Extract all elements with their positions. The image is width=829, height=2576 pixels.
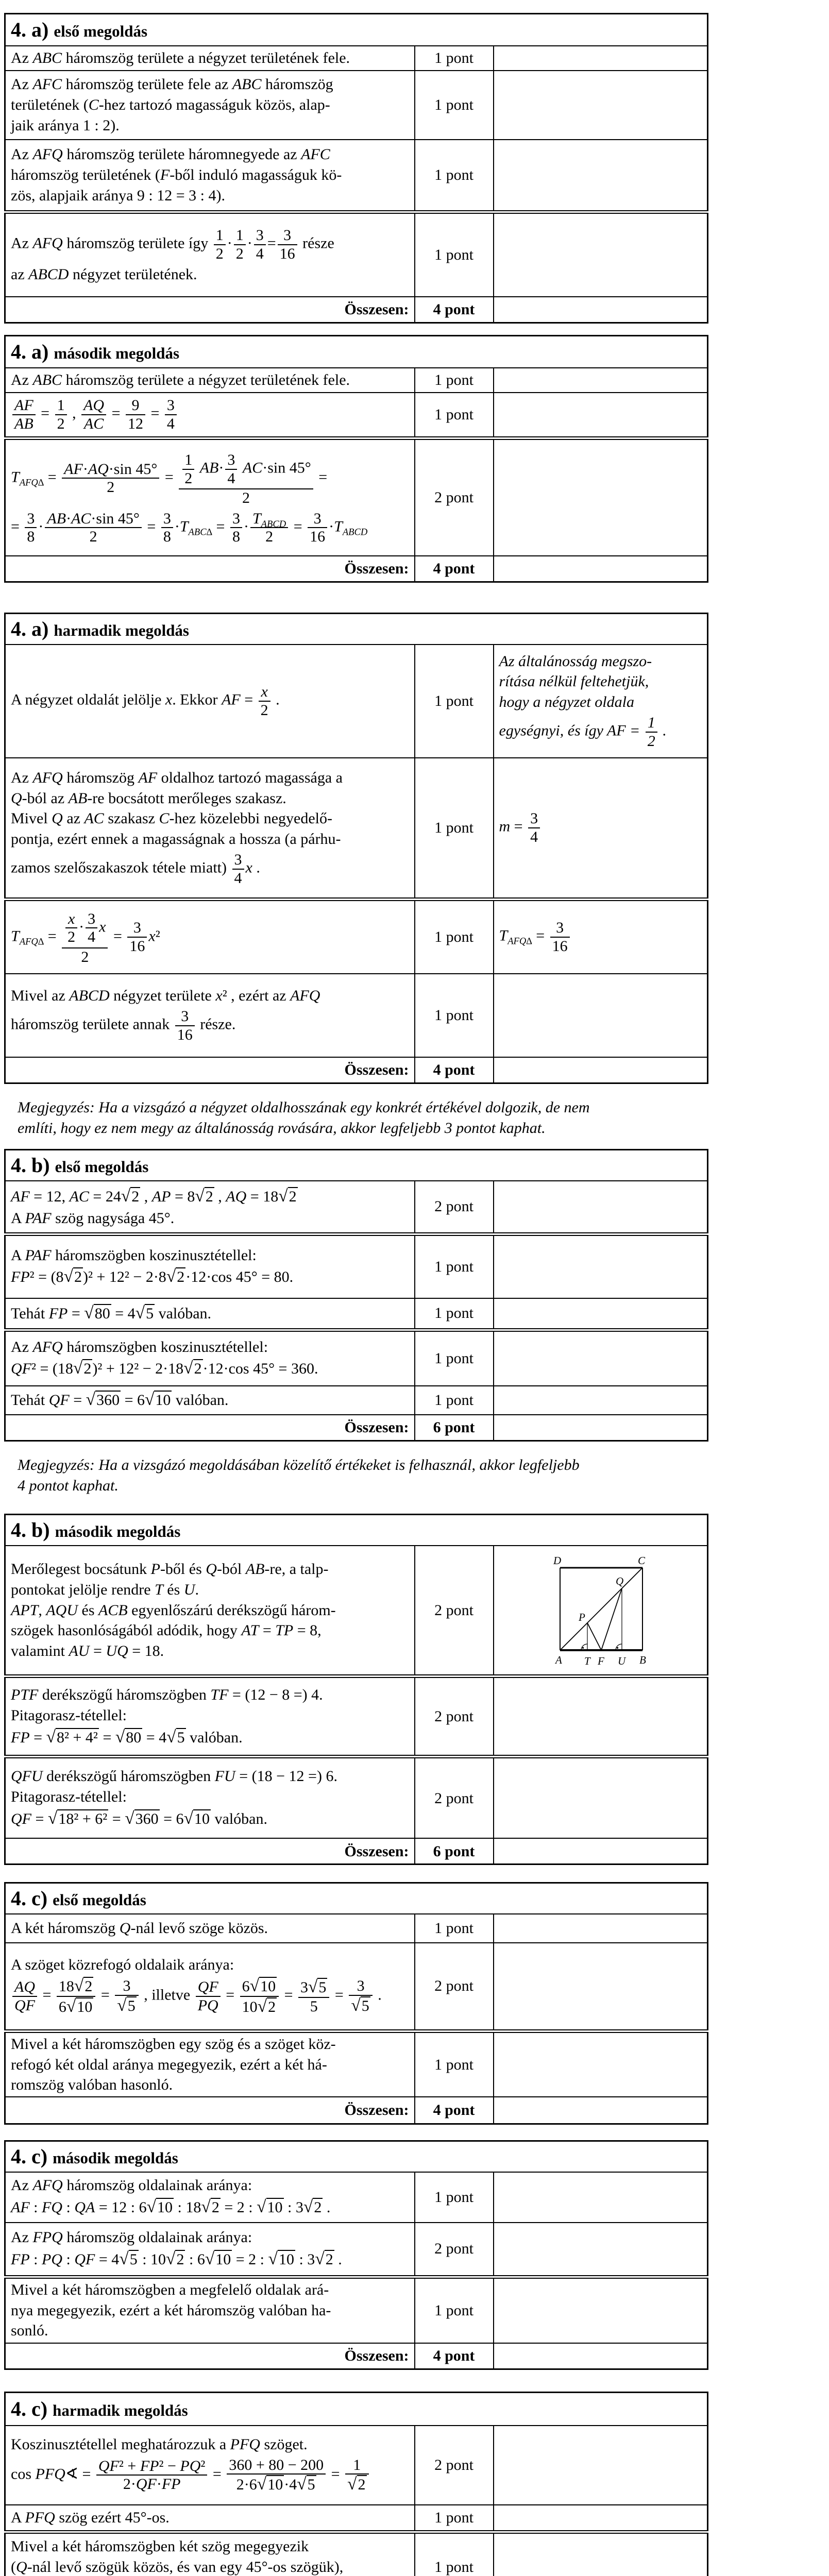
remark-cell xyxy=(494,71,708,140)
table-row xyxy=(5,1914,708,1943)
solution-table-4c-third xyxy=(4,2392,708,2576)
table-row xyxy=(5,1181,708,1234)
points-cell: 1 pont xyxy=(415,2277,494,2343)
points-cell: 1 pont xyxy=(415,1386,494,1415)
solution-text-cell: Az AFC háromszög területe fele az ABC háromszög területének (C-hez tartozó magasságuk közös, alap- jaik aránya 1 : 2). xyxy=(5,71,415,140)
solution-title: harmadik megoldás xyxy=(54,621,189,639)
table-row xyxy=(5,1234,708,1298)
solution-title: harmadik megoldás xyxy=(53,2401,188,2419)
solution-title: első megoldás xyxy=(54,22,147,40)
table-row xyxy=(5,2532,708,2576)
remark-cell xyxy=(494,1298,708,1330)
solution-text-cell: A négyzet oldalát jelölje x. Ekkor AF = $\frac{x}{2}$ . xyxy=(5,645,415,758)
solution-text-cell: Mivel a két háromszögben egy szög és a szöget köz- refogó két oldal aránya megegyezik, ezért a két há- romszög valóban hasonló. xyxy=(5,2031,415,2097)
points-cell: 1 pont xyxy=(415,71,494,140)
task-number: 4. b) xyxy=(11,1154,50,1177)
remark-cell xyxy=(494,1330,708,1386)
total-points: 4 pont xyxy=(415,2097,494,2124)
diagram-label-P: P xyxy=(578,1611,585,1623)
task-number: 4. c) xyxy=(11,2397,47,2420)
remark-cell xyxy=(494,438,708,556)
solution-table-4a-first xyxy=(4,13,708,324)
remark-cell xyxy=(494,2172,708,2223)
solution-text-cell: $T_{AFQ\Delta}$ = $\frac{x}{2}$ · $\frac{3}{4}$ x 2 = $\frac{3}{16}$ x² xyxy=(5,900,415,974)
solution-text-cell: Az AFQ háromszög területe így $\frac{1}{2}$ · $\frac{1}{2}$ · $\frac{3}{4}$ = $\frac{3}{16}$ része az ABCD négyzet területének. xyxy=(5,212,415,297)
total-points: 6 pont xyxy=(415,1838,494,1865)
points-cell: 1 pont xyxy=(415,368,494,393)
solution-text-cell: $T_{AFQ\Delta}$ = $\frac{AF\cdot AQ\cdot\sin 45^\circ}{2}$ = $\frac{1}{2}$ AB· $\frac{3}{4}$ AC·sin 45° 2 = = $\frac{3}{8}$ · $\frac{AB\cdot AC\cdot\sin 45^\circ}{2}$ = $\frac{3}{8}$ $\cdot T_{ABC\Delta}$ = $\frac{3}{8}$ · $T_{ABCD}$ 2 = $\frac{3}{16}$ $\cdot T_{ABCD}$ xyxy=(5,438,415,556)
remark-cell xyxy=(494,393,708,438)
remark-cell xyxy=(494,1914,708,1943)
points-cell: 1 pont xyxy=(415,393,494,438)
remark-cell: m = $\frac{3}{4}$ xyxy=(494,758,708,900)
total-points: 4 pont xyxy=(415,1057,494,1083)
points-cell: 1 pont xyxy=(415,2532,494,2576)
table-row xyxy=(5,1676,708,1757)
total-label: Összesen: xyxy=(5,556,415,582)
points-cell: 1 pont xyxy=(415,1298,494,1330)
total-row xyxy=(5,556,708,582)
points-cell: 1 pont xyxy=(415,1234,494,1298)
solution-text-cell: Az FPQ háromszög oldalainak aránya: FP : PQ : QF = 4√5 : 10√2 : 6√10 = 2 : √10 : 3√2 . xyxy=(5,2223,415,2277)
diagram-label-Q: Q xyxy=(616,1575,623,1587)
remark-cell xyxy=(494,297,708,323)
table-row xyxy=(5,212,708,297)
table-header xyxy=(5,1883,708,1914)
total-row xyxy=(5,1415,708,1441)
remark-cell xyxy=(494,1181,708,1234)
remark-cell xyxy=(494,974,708,1057)
total-label: Összesen: xyxy=(5,2097,415,2124)
table-row xyxy=(5,1943,708,2031)
table-row xyxy=(5,2505,708,2532)
total-points: 4 pont xyxy=(415,2343,494,2369)
table-row xyxy=(5,2172,708,2223)
solution-title: második megoldás xyxy=(55,1522,181,1540)
solution-text-cell: PTF derékszögű háromszögben TF = (12 − 8 =) 4. Pitagorasz-tétellel: FP = √8² + 4² = √80 = 4√5 valóban. xyxy=(5,1676,415,1757)
remark-cell xyxy=(494,1057,708,1083)
points-cell: 1 pont xyxy=(415,140,494,212)
remark-cell xyxy=(494,2343,708,2369)
solution-title: második megoldás xyxy=(54,344,179,362)
diagram-label-F: F xyxy=(597,1655,604,1667)
diagram-label-B: B xyxy=(639,1654,646,1666)
points-cell: 1 pont xyxy=(415,974,494,1057)
table-row xyxy=(5,368,708,393)
points-cell: 2 pont xyxy=(415,1676,494,1757)
table-row xyxy=(5,1757,708,1839)
solution-title: első megoldás xyxy=(55,1158,149,1176)
remark-cell xyxy=(494,2505,708,2532)
total-row xyxy=(5,297,708,323)
task-number: 4. c) xyxy=(11,2145,47,2168)
task-number: 4. c) xyxy=(11,1887,47,1910)
remark-cell xyxy=(494,556,708,582)
solution-text-cell: Koszinusztétellel meghatározzuk a PFQ szöget. cos PFQ∢ = $\frac{\text{QF² + FP² − PQ²}}{2\cdot QF\cdot FP}$ = $\frac{360 + 80 - 200}{2\cdot 6√10\cdot 4√5}$ = $\frac{1}{√2}$ xyxy=(5,2426,415,2505)
remark-cell xyxy=(494,2277,708,2343)
total-points: 4 pont xyxy=(415,556,494,582)
right-angle-dot-T xyxy=(582,1647,584,1648)
total-label: Összesen: xyxy=(5,1057,415,1083)
remark-cell xyxy=(494,140,708,212)
table-row xyxy=(5,2277,708,2343)
task-number: 4. a) xyxy=(11,617,48,640)
diagram-cell xyxy=(494,1546,708,1676)
solution-text-cell: Tehát QF = √360 = 6√10 valóban. xyxy=(5,1386,415,1415)
table-row xyxy=(5,1330,708,1386)
points-cell: 1 pont xyxy=(415,645,494,758)
remark-cell xyxy=(494,212,708,297)
total-row xyxy=(5,2097,708,2124)
table-row xyxy=(5,71,708,140)
table-row xyxy=(5,140,708,212)
solution-table-4a-second xyxy=(4,335,708,583)
table-row xyxy=(5,2223,708,2277)
remark-cell xyxy=(494,2031,708,2097)
points-cell: 2 pont xyxy=(415,438,494,556)
solution-text-cell: $\frac{AF}{AB}$ = $\frac{1}{2}$ , $\frac{AQ}{AC}$ = $\frac{9}{12}$ = $\frac{3}{4}$ xyxy=(5,393,415,438)
table-row xyxy=(5,900,708,974)
points-cell: 1 pont xyxy=(415,2031,494,2097)
points-cell: 1 pont xyxy=(415,900,494,974)
points-cell: 2 pont xyxy=(415,1546,494,1676)
points-cell: 2 pont xyxy=(415,1943,494,2031)
solution-table-4b-first xyxy=(4,1149,708,1442)
table-row xyxy=(5,1546,708,1676)
total-points: 4 pont xyxy=(415,297,494,323)
table-row xyxy=(5,46,708,71)
solution-table-4c-first xyxy=(4,1882,708,2125)
table-row xyxy=(5,393,708,438)
remark-cell xyxy=(494,1838,708,1865)
solution-text-cell: A PFQ szög ezért 45°-os. xyxy=(5,2505,415,2532)
right-angle-dot-U xyxy=(617,1647,618,1648)
diagram-label-T: T xyxy=(584,1655,591,1667)
solution-text-cell: A szöget közrefogó oldalaik aránya: $\frac{AQ}{QF}$ = $\frac{18√2}{6√10}$ = $\frac{3}{√5}$ , illetve $\frac{QF}{PQ}$ = $\frac{6√10}{10√2}$ = $\frac{3√5}{5}$ = $\frac{3}{√5}$ . xyxy=(5,1943,415,2031)
solution-title: második megoldás xyxy=(53,2149,178,2167)
remark-cell xyxy=(494,2223,708,2277)
table-row xyxy=(5,1298,708,1330)
table-row xyxy=(5,974,708,1057)
remark-cell xyxy=(494,2097,708,2124)
solution-text-cell: Mivel a két háromszögben két szög megegyezik (Q-nál levő szögük közös, és van egy 45°-os szögük), xyxy=(5,2532,415,2576)
solution-text-cell: Mivel a két háromszögben a megfelelő oldalak ará- nya megegyezik, ezért a két háromszög valóban ha- sonló. xyxy=(5,2277,415,2343)
diagram-label-D: D xyxy=(553,1554,561,1567)
table-header xyxy=(5,1149,708,1181)
solution-text-cell: Az AFQ háromszögben koszinusztétellel: QF² = (18√2)² + 12² − 2·18√2·12·cos 45° = 360. xyxy=(5,1330,415,1386)
total-label: Összesen: xyxy=(5,297,415,323)
points-cell: 2 pont xyxy=(415,2223,494,2277)
diagonal-AC xyxy=(560,1568,642,1650)
points-cell: 2 pont xyxy=(415,2426,494,2505)
points-cell: 1 pont xyxy=(415,1330,494,1386)
remark-cell: Az általánosság megszo- rítása nélkül feltehetjük, hogy a négyzet oldala egységnyi, és így AF = $\frac{1}{2}$ . xyxy=(494,645,708,758)
total-row xyxy=(5,1057,708,1083)
table-header xyxy=(5,2141,708,2172)
points-cell: 2 pont xyxy=(415,1181,494,1234)
solution-text-cell: Az AFQ háromszög AF oldalhoz tartozó magassága a Q-ból az AB-re bocsátott merőleges szakasz. Mivel Q az AC szakasz C-hez közelebbi negyedelő- pontja, ezért ennek a magasságnak a hossza (a párhu- zamos szelőszakaszok tétele miatt) $\frac{3}{4}$ x . xyxy=(5,758,415,900)
segment-QF xyxy=(601,1588,622,1650)
points-cell: 1 pont xyxy=(415,212,494,297)
remark-cell xyxy=(494,2532,708,2576)
remark-cell xyxy=(494,1676,708,1757)
table-header xyxy=(5,614,708,645)
solution-text-cell: Merőlegest bocsátunk P-ből és Q-ból AB-re, a talp- pontokat jelölje rendre T és U. APT, AQU és ACB egyenlőszárú derékszögű három- szögek hasonlóságából adódik, hogy AT = TP = 8, valamint AU = UQ = 18. xyxy=(5,1546,415,1676)
remark-cell xyxy=(494,368,708,393)
table-row xyxy=(5,438,708,556)
total-label: Összesen: xyxy=(5,2343,415,2369)
remark-cell xyxy=(494,1757,708,1839)
solution-text-cell: Mivel az ABCD négyzet területe x² , ezért az AFQ háromszög területe annak $\frac{3}{16}$ része. xyxy=(5,974,415,1057)
task-number: 4. a) xyxy=(11,340,48,363)
solution-title: első megoldás xyxy=(53,1891,146,1909)
remark-cell xyxy=(494,1386,708,1415)
solution-table-4a-third xyxy=(4,613,708,1084)
table-header xyxy=(5,2392,708,2426)
diagram-label-U: U xyxy=(618,1655,627,1667)
remark-cell xyxy=(494,1943,708,2031)
note-after-4b: Megjegyzés: Ha a vizsgázó megoldásában közelítő értékeket is felhasznál, akkor legfeljebb 4 pontot kaphat. xyxy=(18,1455,662,1496)
solution-text-cell: QFU derékszögű háromszögben FU = (18 − 12 =) 6. Pitagorasz-tétellel: QF = √18² + 6² = √360 = 6√10 valóban. xyxy=(5,1757,415,1839)
solution-text-cell: Az ABC háromszög területe a négyzet területének fele. xyxy=(5,46,415,71)
task-number: 4. a) xyxy=(11,18,48,41)
solution-text-cell: AF = 12, AC = 24√2 , AP = 8√2 , AQ = 18√2 A PAF szög nagysága 45°. xyxy=(5,1181,415,1234)
solution-text-cell: A PAF háromszögben koszinusztétellel: FP² = (8√2)² + 12² − 2·8√2·12·cos 45° = 80. xyxy=(5,1234,415,1298)
remark-cell: $T_{AFQ\Delta}$ = $\frac{3}{16}$ xyxy=(494,900,708,974)
solution-text-cell: Az AFQ háromszög oldalainak aránya: AF : FQ : QA = 12 : 6√10 : 18√2 = 2 : √10 : 3√2 . xyxy=(5,2172,415,2223)
segment-PF xyxy=(587,1623,601,1650)
note-after-4a: Megjegyzés: Ha a vizsgázó a négyzet oldalhosszának egy konkrét értékével dolgozik, de nem említi, hogy ez nem megy az általánosság rovására, akkor legfeljebb 3 pontot kaphat. xyxy=(18,1097,662,1139)
solution-text-cell: Az AFQ háromszög területe háromnegyede az AFC háromszög területének (F-ből induló magasságuk kö- zös, alapjaik aránya 9 : 12 = 3 : 4). xyxy=(5,140,415,212)
table-row xyxy=(5,758,708,900)
solution-text-cell: Tehát FP = √80 = 4√5 valóban. xyxy=(5,1298,415,1330)
solution-table-4c-second xyxy=(4,2140,708,2369)
task-number: 4. b) xyxy=(11,1518,50,1541)
solution-text-cell: Az ABC háromszög területe a négyzet területének fele. xyxy=(5,368,415,393)
table-row xyxy=(5,2031,708,2097)
table-row xyxy=(5,645,708,758)
total-points: 6 pont xyxy=(415,1415,494,1441)
remark-cell xyxy=(494,46,708,71)
solution-text-cell: A két háromszög Q-nál levő szöge közös. xyxy=(5,1914,415,1943)
total-label: Összesen: xyxy=(5,1838,415,1865)
total-row xyxy=(5,1838,708,1865)
points-cell: 1 pont xyxy=(415,2172,494,2223)
table-row xyxy=(5,2426,708,2505)
table-header xyxy=(5,14,708,46)
points-cell: 1 pont xyxy=(415,46,494,71)
diagram-label-C: C xyxy=(638,1554,646,1567)
table-header xyxy=(5,1514,708,1546)
diagram-label-A: A xyxy=(554,1654,562,1666)
points-cell: 1 pont xyxy=(415,1914,494,1943)
table-header xyxy=(5,336,708,368)
points-cell: 1 pont xyxy=(415,2505,494,2532)
points-cell: 1 pont xyxy=(415,758,494,900)
geometry-diagram xyxy=(541,1547,659,1668)
remark-cell xyxy=(494,2426,708,2505)
solution-table-4b-second xyxy=(4,1514,708,1866)
remark-cell xyxy=(494,1234,708,1298)
total-row xyxy=(5,2343,708,2369)
points-cell: 2 pont xyxy=(415,1757,494,1839)
remark-cell xyxy=(494,1415,708,1441)
total-label: Összesen: xyxy=(5,1415,415,1441)
table-row xyxy=(5,1386,708,1415)
